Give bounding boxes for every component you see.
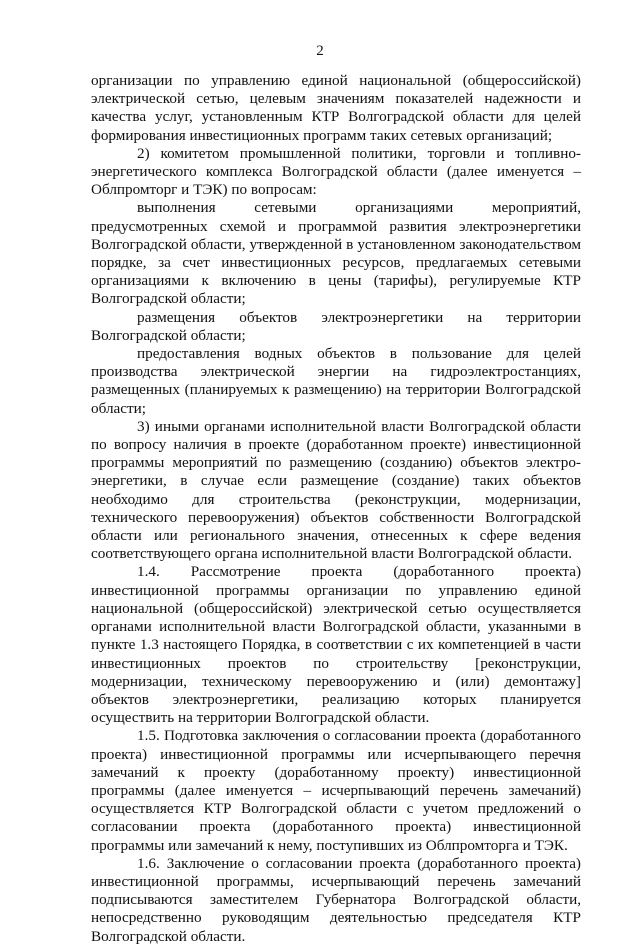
paragraph-1: организации по управлению единой национальной (общероссийской) электрической сетью, целевым значениям показателей надежности и качества услуг, установленным КТР Волгоградской области для целей формирования инвестиционных программ таких сетевых организаций; [91,72,581,144]
document-body [91,72,581,946]
paragraph-9: 1.6. Заключение о согласовании проекта (доработанного проекта) инвестиционной программы, исчерпывающий перечень замечаний подписываются заместителем Губернатора Волгоградской области, непосредственно руководящим деятельностью председателя КТР Волгоградской области. [91,854,581,945]
paragraph-6: 3) иными органами исполнительной власти Волгоградской области по вопросу наличия в проекте (доработанном проекте) инвестиционной программы мероприятий по размещению (созданию) объектов электро-энергетики, в случае если размещение (создание) таких объектов необходимо для строительства (реконструкции, модернизации, технического перевооружения) объектов собственности Волгоградской области или регионального значения, отнесенных к сфере ведения соответствующего органа исполнительной власти Волгоградской области. [91,417,581,563]
paragraph-2: 2) комитетом промышленной политики, торговли и топливно-энергетического комплекса Волгоградской области (далее именуется – Облпромторг и ТЭК) по вопросам: [91,144,581,199]
paragraph-5: предоставления водных объектов в пользование для целей производства электрической энергии на гидроэлектростанциях, размещенных (планируемых к размещению) на территории Волгоградской области; [91,345,581,417]
paragraph-7: 1.4. Рассмотрение проекта (доработанного проекта) инвестиционной программы организации по управлению единой национальной (общероссийской) электрической сетью осуществляется органами исполнительной власти Волгоградской области, указанными в пункте 1.3 настоящего Порядка, в соответствии с их компетенцией в части инвестиционных проектов по строительству [реконструкции, модернизации, техническому перевооружению и (или) демонтажу] объектов электроэнергетики, реализацию которых планируется осуществить на территории Волгоградской области. [91,563,581,727]
paragraph-4: размещения объектов электроэнергетики на территории Волгоградской области; [91,308,581,344]
paragraph-3: выполнения сетевыми организациями мероприятий, предусмотренных схемой и программой развития электроэнергетики Волгоградской области, утвержденной в установленном законодательством порядке, за счет инвестиционных ресурсов, предлагаемых сетевыми организациями к включению в цены (тарифы), регулируемые КТР Волгоградской области; [91,199,581,308]
page-number: 2 [316,43,324,59]
paragraph-8: 1.5. Подготовка заключения о согласовании проекта (доработанного проекта) инвестиционной программы или исчерпывающего перечня замечаний к проекту (доработанному проекту) инвестиционной программы (далее именуется – исчерпывающий перечень замечаний) осуществляется КТР Волгоградской области с учетом предложений о согласовании проекта (доработанного проекта) инвестиционной программы или замечаний к нему, поступивших из Облпромторга и ТЭК. [91,727,581,854]
